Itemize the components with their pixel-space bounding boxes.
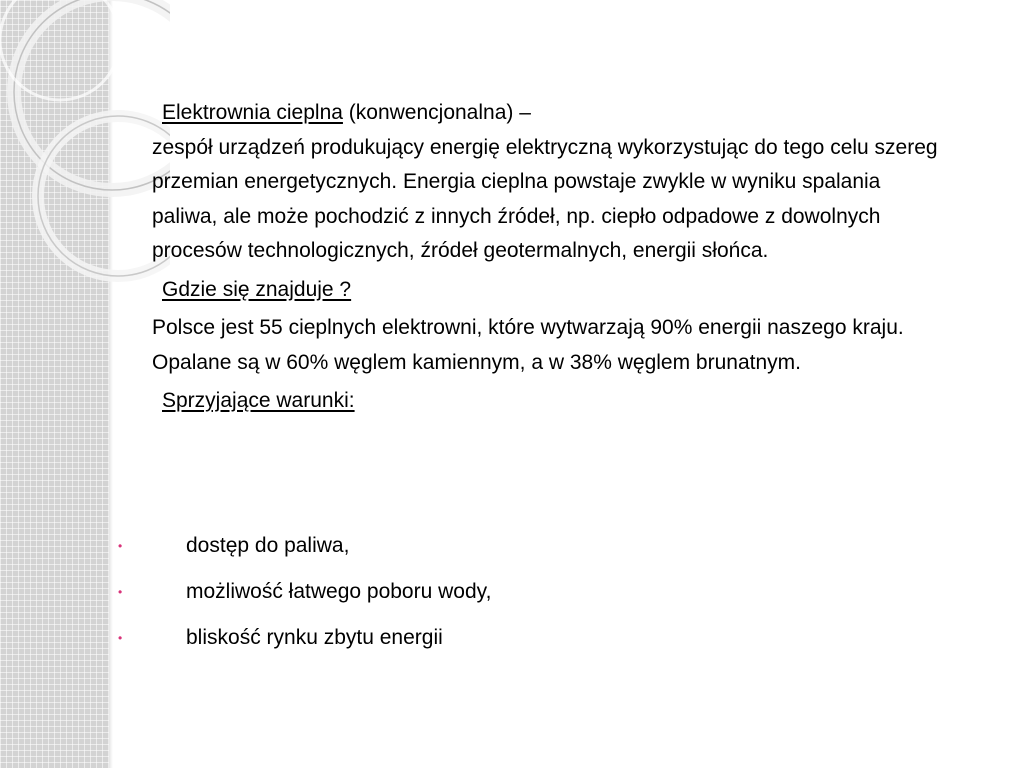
question-line xyxy=(152,273,942,308)
condition-market-proximity: bliskość rynku zbytu energii xyxy=(186,626,443,649)
term-elektrownia-cieplna: Elektrownia cieplna xyxy=(162,101,343,124)
conditions-heading: Sprzyjające warunki: xyxy=(162,389,355,412)
slide-body xyxy=(152,96,942,419)
condition-fuel-access: dostęp do paliwa, xyxy=(186,534,350,557)
condition-water-intake: możliwość łatwego poboru wody, xyxy=(186,580,492,603)
bullet-icon: • xyxy=(118,585,123,599)
bullet-icon: • xyxy=(118,539,123,553)
location-paragraph: Polsce jest 55 cieplnych elektrowni, które wytwarzają 90% energii naszego kraju. Opalane są w 60% węglem kamiennym, a w 38% węglem brunatnym. xyxy=(152,316,904,374)
bullet-icon: • xyxy=(118,631,123,645)
definition-paragraph: zespół urządzeń produkujący energię elektryczną wykorzystując do tego celu szereg przemian energetycznych. Energia cieplna powstaje zwykle w wyniku spalania paliwa, ale może pochodzić z innych źródeł, np. ciepło odpadowe z dowolnych procesów technologicznych, źródeł geotermalnych, energii słońca. xyxy=(152,135,938,262)
question-text: Gdzie się znajduje ? xyxy=(162,277,352,301)
decorative-circles xyxy=(0,0,170,300)
definition-first-line xyxy=(152,96,942,131)
conditions-heading-line xyxy=(152,384,942,419)
definition-intro: (konwencjonalna) – xyxy=(342,101,531,124)
